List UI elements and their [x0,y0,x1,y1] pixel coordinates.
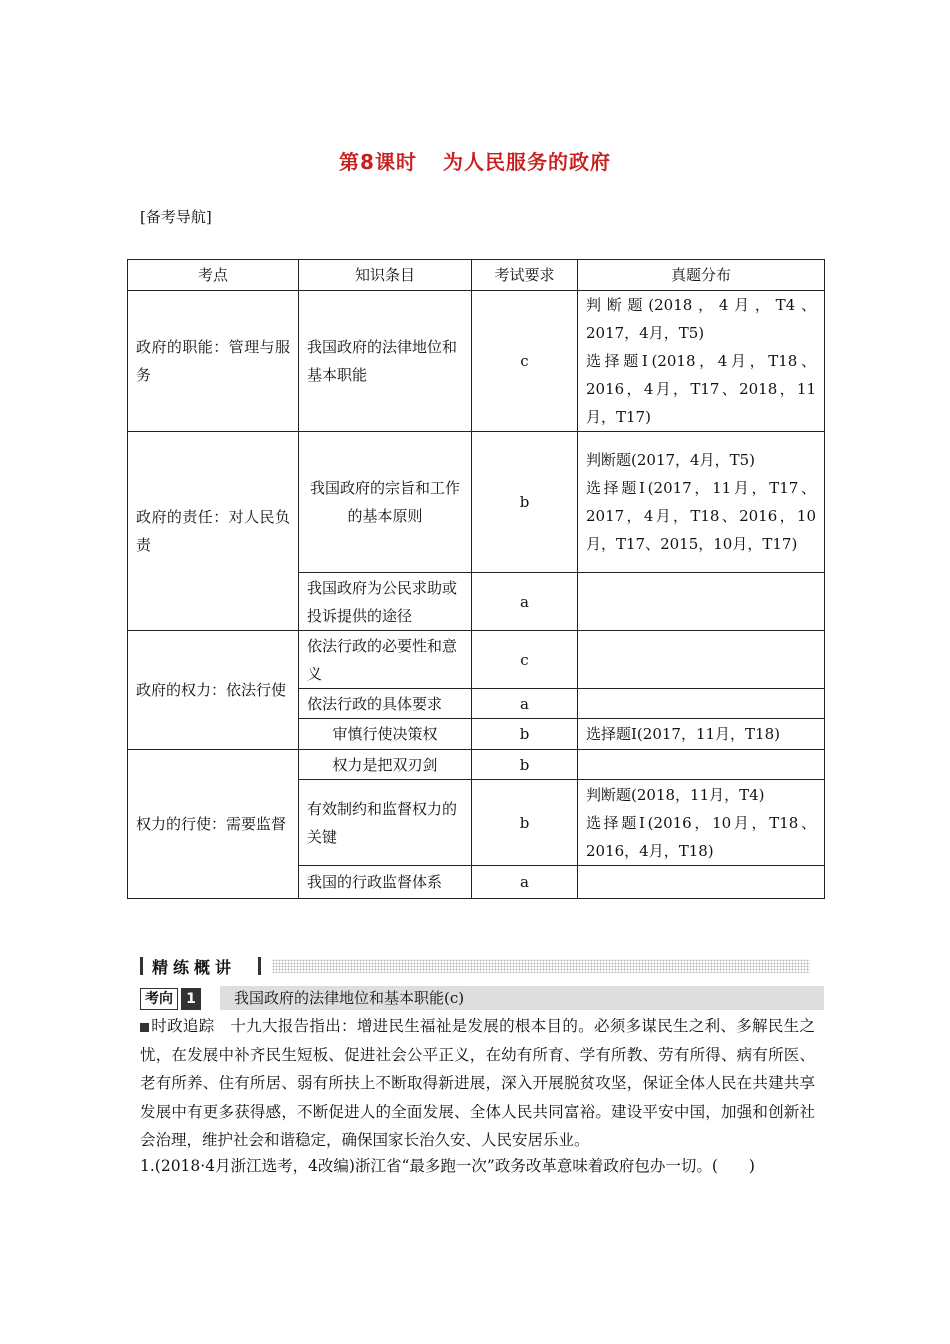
distribution-cell [578,432,825,573]
requirement-cell: c [472,291,578,432]
requirement-cell: b [472,750,578,780]
kaoxiang-title: 我国政府的法律地位和基本职能(c) [220,986,824,1010]
distribution-line: 判断题(2018，4月，T4、2017，4月，T5) [586,296,816,342]
kaoxiang-tag: 考向 [140,988,178,1010]
distribution-cell [578,573,825,631]
distribution-cell [578,780,825,866]
kaoxiang-header [140,988,465,1010]
header-distribution: 真题分布 [578,260,825,291]
distribution-cell [578,866,825,899]
header-requirement: 考试要求 [472,260,578,291]
section-header [140,955,810,977]
topic-cell: 政府的职能：管理与服务 [128,291,299,432]
item-cell: 我国的行政监督体系 [299,866,472,899]
page-title: 第8课时 为人民服务的政府 [339,150,611,174]
section-divider-right [258,957,261,975]
section-label: 精练概讲 [152,958,237,977]
section-divider-left [140,957,143,975]
distribution-line: 选择题Ⅰ(2018，4月，T18、2016，4月，T17、2018，11月，T17) [586,352,816,426]
requirement-cell: a [472,689,578,719]
requirement-cell: c [472,631,578,689]
topic-cell: 政府的责任：对人民负责 [128,432,299,631]
paragraph-lead: 时政追踪 [151,1017,215,1035]
distribution-line: 选择题Ⅰ(2017，11月，T18) [586,725,780,743]
topic-cell: 政府的权力：依法行使 [128,631,299,750]
requirement-cell: a [472,573,578,631]
nav-label: [备考导航] [140,208,212,226]
distribution-line: 选择题Ⅰ(2017，11月，T17、2017，4月，T18、2016，10月，T17、2015，10月，T17) [586,479,816,553]
item-cell: 有效制约和监督权力的关键 [299,780,472,866]
paragraph-text: 十九大报告指出：增进民生福祉是发展的根本目的。必须多谋民生之利、多解民生之忧，在发展中补齐民生短板、促进社会公平正义，在幼有所育、学有所教、劳有所得、病有所医、老有所养、住有所居、弱有所扶上不断取得新进展，深入开展脱贫攻坚，保证全体人民在共建共享发展中有更多获得感，不断促进人的全面发展、全体人民共同富裕。建设平安中国，加强和创新社会治理，维护社会和谐稳定，确保国家长治久安、人民安居乐业。 [140,1017,815,1149]
table-header-row [128,260,825,291]
distribution-line: 判断题(2017，4月，T5) [586,451,755,469]
item-cell: 权力是把双刃剑 [299,750,472,780]
item-cell: 我国政府的宗旨和工作的基本原则 [299,432,472,573]
distribution-cell [578,291,825,432]
requirement-cell: b [472,432,578,573]
item-cell: 我国政府为公民求助或投诉提供的途径 [299,573,472,631]
distribution-cell [578,719,825,750]
topic-cell: 权力的行使：需要监督 [128,750,299,899]
news-paragraph [140,1012,815,1155]
kaoxiang-number: 1 [181,988,201,1010]
distribution-cell [578,689,825,719]
table-row [128,750,825,780]
table-row [128,291,825,432]
item-cell: 依法行政的具体要求 [299,689,472,719]
distribution-cell [578,750,825,780]
header-topic: 考点 [128,260,299,291]
item-cell: 我国政府的法律地位和基本职能 [299,291,472,432]
table-row [128,432,825,573]
requirement-cell: b [472,719,578,750]
header-item: 知识条目 [299,260,472,291]
requirement-cell: b [472,780,578,866]
dotted-rule [272,959,810,973]
item-cell: 审慎行使决策权 [299,719,472,750]
requirement-cell: a [472,866,578,899]
distribution-line: 选择题Ⅰ(2016，10月，T18、2016，4月，T18) [586,813,816,860]
item-cell: 依法行政的必要性和意义 [299,631,472,689]
distribution-cell [578,631,825,689]
table-row [128,631,825,689]
square-bullet-icon [140,1023,149,1032]
question-1: 1.(2018·4月浙江选考，4改编)浙江省“最多跑一次”政务改革意味着政府包办一切。( ) [140,1157,755,1175]
distribution-line: 判断题(2018，11月，T4) [586,785,765,804]
exam-guide-table [127,259,825,899]
